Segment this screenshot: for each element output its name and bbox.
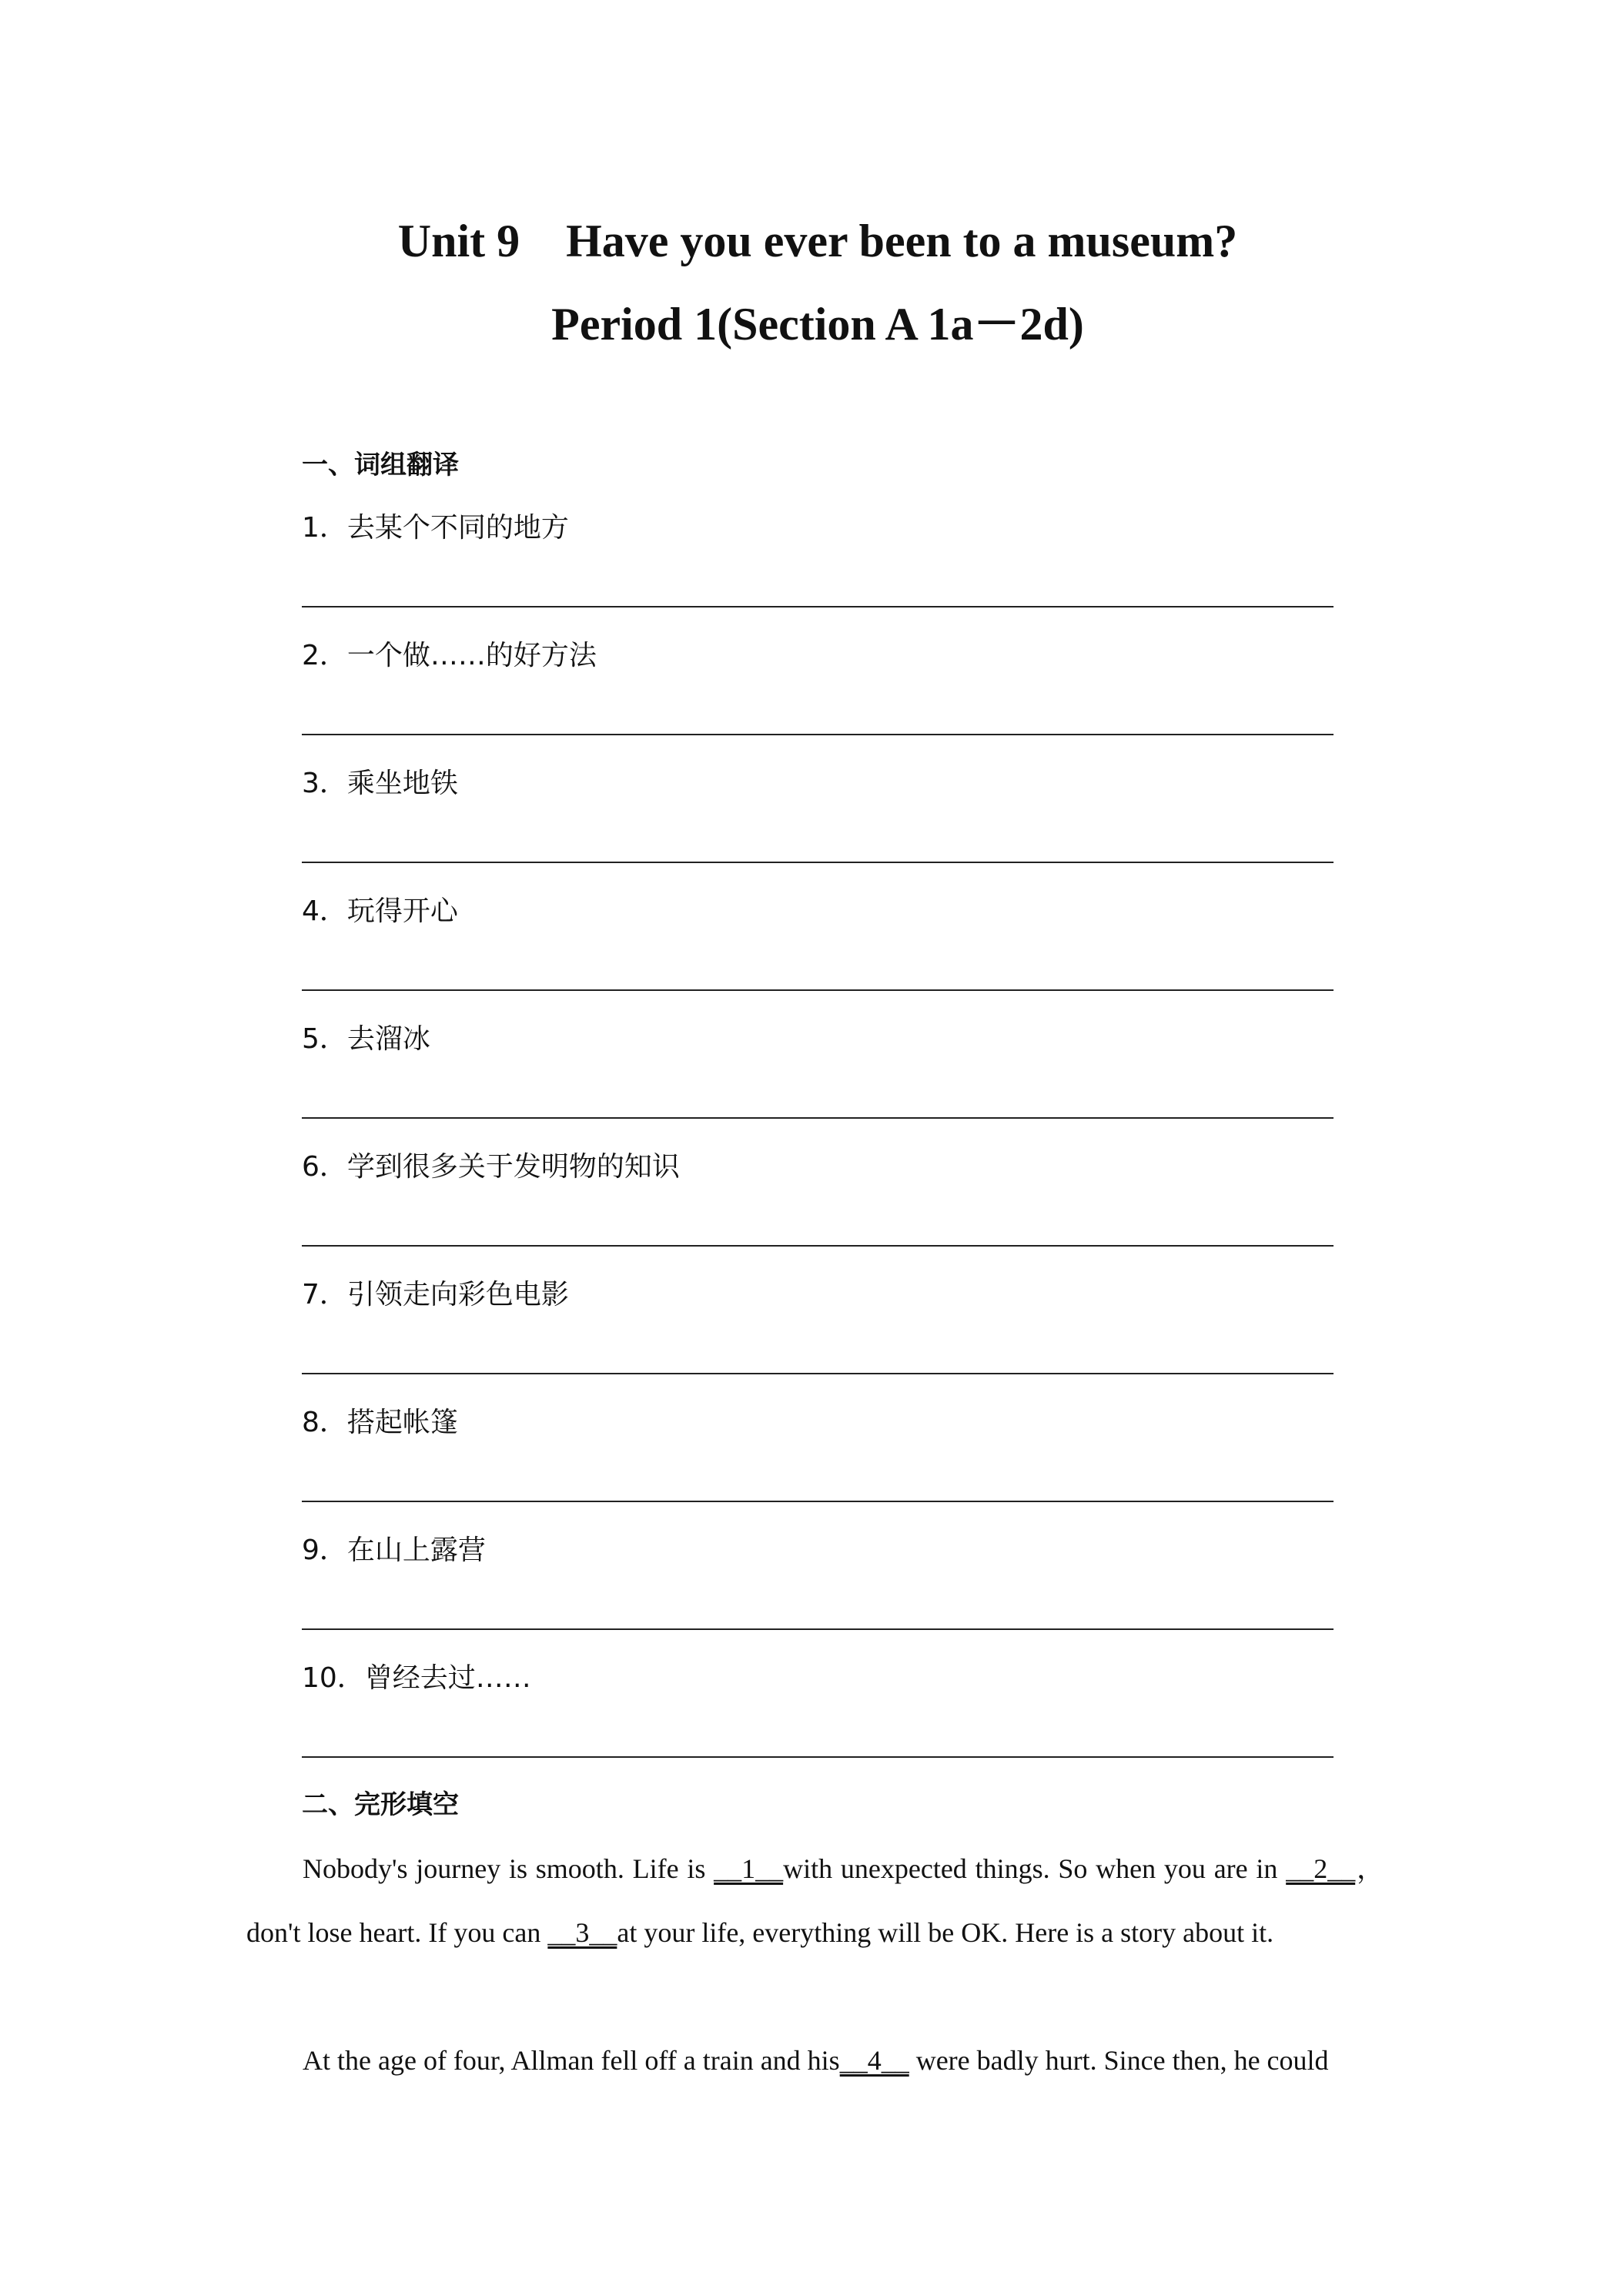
unit-title: Unit 9 Have you ever been to a museum? (397, 216, 1238, 266)
cloze-text: at your life, everything will be OK. Here is a story about it. (617, 1917, 1274, 1948)
translation-item-5: 5．去溜冰 (302, 1023, 430, 1055)
translation-item-3: 3．乘坐地铁 (302, 768, 458, 799)
translation-item-9: 9．在山上露营 (302, 1535, 486, 1566)
translation-item-8: 8．搭起帐篷 (302, 1407, 458, 1438)
answer-line-2[interactable] (302, 734, 1334, 735)
translation-item-10: 10．曾经去过…… (302, 1662, 531, 1694)
cloze-blank-4[interactable]: __4__ (839, 2045, 909, 2076)
cloze-paragraph-1 (246, 1837, 1384, 1965)
cloze-text: Nobody's journey is smooth. Life is (303, 1853, 714, 1884)
cloze-paragraph-2 (246, 2029, 1384, 2093)
answer-line-9[interactable] (302, 1628, 1334, 1630)
answer-line-4[interactable] (302, 989, 1334, 991)
cloze-blank-3[interactable]: __3__ (547, 1917, 617, 1948)
cloze-blank-2[interactable]: __2__ (1286, 1853, 1356, 1884)
answer-line-7[interactable] (302, 1373, 1334, 1374)
section-heading-cloze: 二、完形填空 (302, 1789, 459, 1820)
translation-item-4: 4．玩得开心 (302, 895, 458, 927)
cloze-blank-1[interactable]: __1__ (714, 1853, 784, 1884)
period-title: Period 1(Section A 1a－2d) (551, 299, 1084, 350)
answer-line-8[interactable] (302, 1501, 1334, 1502)
translation-item-2: 2．一个做……的好方法 (302, 640, 597, 671)
answer-line-1[interactable] (302, 606, 1334, 607)
cloze-text: At the age of four, Allman fell off a train and his (303, 2045, 840, 2076)
answer-line-5[interactable] (302, 1117, 1334, 1119)
answer-line-6[interactable] (302, 1245, 1334, 1247)
cloze-text: with unexpected things. So when you are in (783, 1853, 1287, 1884)
section-heading-phrase-translation: 一、词组翻译 (302, 450, 459, 480)
cloze-text: were badly hurt. Since then, he could (909, 2045, 1329, 2076)
answer-line-3[interactable] (302, 862, 1334, 863)
translation-item-6: 6．学到很多关于发明物的知识 (302, 1151, 680, 1183)
cloze-text: ，don't lose heart. If you can (246, 1853, 1384, 1948)
translation-item-1: 1．去某个不同的地方 (302, 512, 569, 544)
answer-line-10[interactable] (302, 1756, 1334, 1758)
translation-item-7: 7．引领走向彩色电影 (302, 1279, 569, 1310)
